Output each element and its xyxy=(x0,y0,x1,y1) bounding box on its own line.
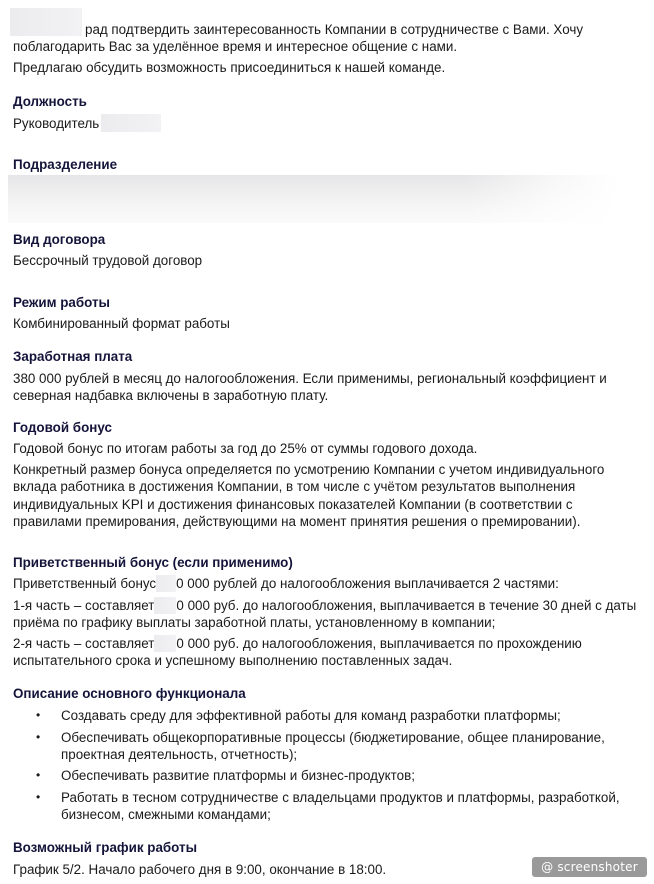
bullet-icon: • xyxy=(36,708,41,722)
list-item-text: Обеспечивать общекорпоративные процессы (бюджетирование, общее планирование, xyxy=(61,730,605,745)
welcome-bonus-heading: Приветственный бонус (если применимо) xyxy=(13,555,293,570)
list-item-text: проектная деятельность, отчетность); xyxy=(61,747,298,762)
welcome-bonus-line-1 xyxy=(13,575,640,592)
contract-value: Бессрочный трудовой договор xyxy=(13,253,203,268)
bullet-icon: • xyxy=(36,790,41,804)
position-value-text: Руководитель xyxy=(13,116,100,131)
intro-line-3: Предлагаю обсудить возможность присоединиться к нашей команде. xyxy=(13,60,446,75)
screenshoter-watermark: @ screenshoter xyxy=(532,857,647,877)
welcome-bonus-part-1 xyxy=(13,597,640,614)
welcome-bonus-part-2 xyxy=(13,635,640,652)
redacted-department xyxy=(8,175,620,223)
salary-heading: Заработная плата xyxy=(13,349,133,364)
part-1-end: 0 000 руб. до налогообложения, выплачивается в течение 30 дней с даты xyxy=(176,598,637,613)
duties-heading: Описание основного функционала xyxy=(13,686,246,701)
redacted-position xyxy=(101,114,161,132)
annual-bonus-line-5: правилами премирования, действующими на момент принятия решения о премировании). xyxy=(13,514,581,529)
welcome-bonus-part-2-cont: испытательного срока и успешному выполнению поставленных задач. xyxy=(13,653,453,668)
contract-heading: Вид договора xyxy=(13,232,106,247)
position-value xyxy=(13,114,640,132)
department-heading: Подразделение xyxy=(13,157,118,172)
redacted-amount xyxy=(154,597,176,614)
welcome-bonus-line-1-start: Приветственный бонус xyxy=(13,576,157,591)
annual-bonus-line-2: Конкретный размер бонуса определяется по усмотрению Компании с учетом индивидуального xyxy=(13,462,605,477)
annual-bonus-line-3: вклада работника в достижения Компании, в том числе с учётом результатов выполнения xyxy=(13,479,576,494)
list-item-text: Работать в тесном сотрудничестве с владельцами продуктов и платформы, разработкой, xyxy=(61,790,620,805)
intro-line-2: поблагодарить Вас за уделённое время и интересное общение с нами. xyxy=(13,39,458,54)
list-item-text: Обеспечивать развитие платформы и бизнес-продуктов; xyxy=(61,768,415,783)
redacted-amount xyxy=(154,635,176,652)
work-mode-value: Комбинированный формат работы xyxy=(13,316,230,331)
part-2-start: 2-я часть – составляет xyxy=(13,636,155,651)
annual-bonus-heading: Годовой бонус xyxy=(13,420,112,435)
salary-line-1: 380 000 рублей в месяц до налогообложения. Если применимы, региональный коэффициент и xyxy=(13,371,607,386)
position-heading: Должность xyxy=(13,94,87,109)
bullet-icon: • xyxy=(36,730,41,744)
welcome-bonus-part-1-cont: приёма по графику выплаты заработной платы, установленному в компании; xyxy=(13,615,496,630)
intro-line-1: рад подтвердить заинтересованность Компании в сотрудничестве с Вами. Хочу xyxy=(85,22,584,37)
welcome-bonus-line-1-end: 0 000 рублей до налогообложения выплачивается 2 частями: xyxy=(176,576,559,591)
salary-line-2: северная надбавка включены в заработную плату. xyxy=(13,388,329,403)
list-item-text: Создавать среду для эффективной работы для команд разработки платформы; xyxy=(61,708,561,723)
annual-bonus-line-1: Годовой бонус по итогам работы за год до 25% от суммы годового дохода. xyxy=(13,441,478,456)
schedule-heading: Возможный график работы xyxy=(13,840,198,855)
list-item-text: бизнесом, смежными командами; xyxy=(61,807,271,822)
work-mode-heading: Режим работы xyxy=(13,295,110,310)
bullet-icon: • xyxy=(36,768,41,782)
part-2-end: 0 000 руб. до налогообложения, выплачивается по прохождению xyxy=(176,636,582,651)
part-1-start: 1-я часть – составляет xyxy=(13,598,155,613)
redacted-name xyxy=(10,8,82,36)
annual-bonus-line-4: индивидуальных KPI и достижения финансовых показателей Компании (в соответствии с xyxy=(13,497,573,512)
schedule-value: График 5/2. Начало рабочего дня в 9:00, окончание в 18:00. xyxy=(13,862,387,877)
redacted-amount xyxy=(156,575,176,592)
